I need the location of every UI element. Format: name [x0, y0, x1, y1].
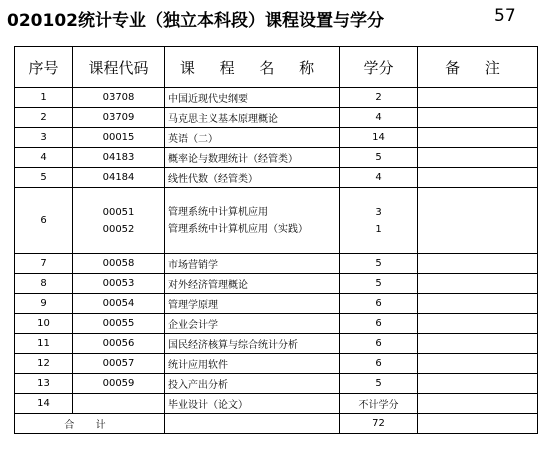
cell-name-second: 管理系统中计算机应用（实践） — [168, 223, 308, 235]
cell-notes — [418, 188, 538, 254]
cell-code: 00015 — [73, 128, 165, 148]
cell-name: 概率论与数理统计（经管类） — [165, 148, 340, 168]
cell-credits-second: 1 — [375, 223, 382, 235]
cell-notes — [418, 168, 538, 188]
cell-index: 8 — [15, 274, 73, 294]
cell-code: 03709 — [73, 108, 165, 128]
cell-name-group — [165, 188, 340, 254]
header-index: 序号 — [15, 47, 73, 88]
cell-name-empty — [165, 414, 340, 434]
cell-code-group — [73, 188, 165, 254]
cell-name: 投入产出分析 — [165, 374, 340, 394]
cell-index: 1 — [15, 88, 73, 108]
cell-index: 10 — [15, 314, 73, 334]
table-header-row — [15, 47, 538, 88]
cell-notes — [418, 108, 538, 128]
cell-notes — [418, 274, 538, 294]
cell-code: 00057 — [73, 354, 165, 374]
cell-name: 市场营销学 — [165, 254, 340, 274]
cell-code-second: 00052 — [102, 223, 135, 235]
table-row — [15, 314, 538, 334]
cell-code-first: 00051 — [102, 206, 135, 218]
cell-name: 统计应用软件 — [165, 354, 340, 374]
cell-index: 7 — [15, 254, 73, 274]
table-row — [15, 108, 538, 128]
cell-name: 英语（二） — [165, 128, 340, 148]
cell-index: 14 — [15, 394, 73, 414]
cell-notes — [418, 414, 538, 434]
cell-name: 马克思主义基本原理概论 — [165, 108, 340, 128]
table-row — [15, 148, 538, 168]
document-header — [7, 6, 537, 30]
table-row — [15, 168, 538, 188]
cell-notes — [418, 334, 538, 354]
cell-credits: 6 — [340, 354, 418, 374]
cell-credits: 14 — [340, 128, 418, 148]
cell-credits-group — [340, 188, 418, 254]
cell-code: 00058 — [73, 254, 165, 274]
table-row — [15, 294, 538, 314]
header-name: 课 程 名 称 — [165, 47, 340, 88]
cell-code: 04183 — [73, 148, 165, 168]
cell-index: 9 — [15, 294, 73, 314]
cell-notes — [418, 314, 538, 334]
cell-index: 3 — [15, 128, 73, 148]
cell-name: 中国近现代史纲要 — [165, 88, 340, 108]
cell-notes — [418, 88, 538, 108]
cell-name: 企业会计学 — [165, 314, 340, 334]
total-credits: 72 — [340, 414, 418, 434]
table-row — [15, 394, 538, 414]
cell-index: 12 — [15, 354, 73, 374]
table-row — [15, 374, 538, 394]
table-row-merged — [15, 188, 538, 254]
cell-code: 00059 — [73, 374, 165, 394]
cell-credits: 6 — [340, 334, 418, 354]
cell-credits: 2 — [340, 88, 418, 108]
cell-credits-first: 3 — [375, 206, 382, 218]
cell-notes — [418, 128, 538, 148]
cell-name: 国民经济核算与综合统计分析 — [165, 334, 340, 354]
table-total-row — [15, 414, 538, 434]
cell-index: 2 — [15, 108, 73, 128]
header-code: 课程代码 — [73, 47, 165, 88]
cell-code: 03708 — [73, 88, 165, 108]
table-row — [15, 354, 538, 374]
cell-notes — [418, 254, 538, 274]
table-row — [15, 334, 538, 354]
cell-code: 04184 — [73, 168, 165, 188]
cell-notes — [418, 394, 538, 414]
cell-index: 13 — [15, 374, 73, 394]
cell-code: 00056 — [73, 334, 165, 354]
cell-notes — [418, 294, 538, 314]
table-row — [15, 254, 538, 274]
cell-credits: 5 — [340, 148, 418, 168]
cell-credits: 6 — [340, 314, 418, 334]
cell-code: 00054 — [73, 294, 165, 314]
table-row — [15, 274, 538, 294]
cell-name: 线性代数（经管类） — [165, 168, 340, 188]
table-row — [15, 88, 538, 108]
cell-index: 4 — [15, 148, 73, 168]
cell-credits: 4 — [340, 168, 418, 188]
cell-credits: 6 — [340, 294, 418, 314]
cell-code: 00053 — [73, 274, 165, 294]
header-notes: 备 注 — [418, 47, 538, 88]
cell-notes — [418, 374, 538, 394]
page-number: 57 — [494, 6, 516, 26]
cell-credits: 不计学分 — [340, 394, 418, 414]
cell-name-first: 管理系统中计算机应用 — [168, 206, 268, 218]
cell-credits: 5 — [340, 274, 418, 294]
total-label: 合 计 — [15, 414, 165, 434]
header-credits: 学分 — [340, 47, 418, 88]
page-title: 020102统计专业（独立本科段）课程设置与学分 — [7, 11, 384, 31]
cell-name: 毕业设计（论文） — [165, 394, 340, 414]
cell-index: 6 — [15, 188, 73, 254]
course-table — [14, 46, 538, 434]
cell-name: 管理学原理 — [165, 294, 340, 314]
table-row — [15, 128, 538, 148]
cell-index: 11 — [15, 334, 73, 354]
cell-index: 5 — [15, 168, 73, 188]
cell-notes — [418, 148, 538, 168]
cell-notes — [418, 354, 538, 374]
cell-name: 对外经济管理概论 — [165, 274, 340, 294]
cell-credits: 4 — [340, 108, 418, 128]
cell-code — [73, 394, 165, 414]
cell-code: 00055 — [73, 314, 165, 334]
cell-credits: 5 — [340, 374, 418, 394]
cell-credits: 5 — [340, 254, 418, 274]
